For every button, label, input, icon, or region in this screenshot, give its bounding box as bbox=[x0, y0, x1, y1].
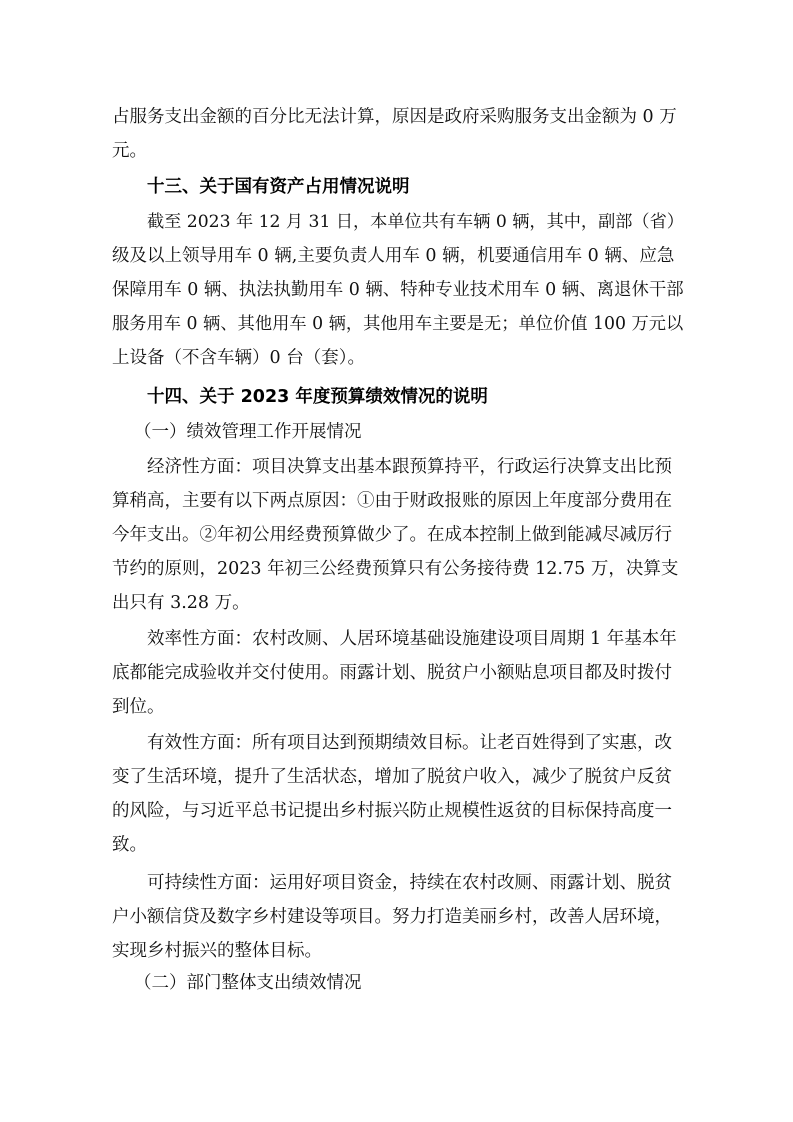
text-line: 变了生活环境，提升了生活状态，增加了脱贫户收入，减少了脱贫户反贫 bbox=[112, 767, 672, 787]
section-13-heading: 十三、关于国有资产占用情况说明 bbox=[147, 177, 410, 197]
text-line: 截至 2023 年 12 月 31 日，本单位共有车辆 0 辆，其中，副部（省） bbox=[147, 212, 684, 232]
text-line: 节约的原则，2023 年初三公经费预算只有公务接待费 12.75 万，决算支 bbox=[112, 559, 679, 579]
paragraph-sustainability bbox=[112, 866, 684, 968]
paragraph-intro bbox=[112, 100, 684, 168]
text-line: 元。 bbox=[112, 141, 147, 161]
text-line: 效率性方面：农村改厕、人居环境基础设施建设项目周期 1 年基本年 bbox=[147, 629, 677, 649]
text-line: 可持续性方面：运用好项目资金，持续在农村改厕、雨露计划、脱贫 bbox=[147, 873, 672, 893]
text-line: 服务用车 0 辆、其他用车 0 辆，其他用车主要是无；单位价值 100 万元以 bbox=[112, 314, 684, 334]
text-line: 占服务支出金额的百分比无法计算，原因是政府采购服务支出金额为 0 万 bbox=[112, 107, 677, 127]
text-line: 算稍高，主要有以下两点原因：①由于财政报账的原因上年度部分费用在 bbox=[112, 491, 672, 511]
paragraph-assets bbox=[112, 205, 684, 375]
text-line: 出只有 3.28 万。 bbox=[112, 593, 250, 613]
text-line: 户小额信贷及数字乡村建设等项目。努力打造美丽乡村，改善人居环境， bbox=[112, 907, 672, 927]
text-line: 有效性方面：所有项目达到预期绩效目标。让老百姓得到了实惠，改 bbox=[147, 733, 672, 753]
paragraph-economy bbox=[112, 450, 684, 620]
text-line: 保障用车 0 辆、执法执勤用车 0 辆、特种专业技术用车 0 辆、离退休干部 bbox=[112, 280, 684, 300]
subsection-1-heading: （一）绩效管理工作开展情况 bbox=[134, 422, 362, 442]
text-line: 致。 bbox=[112, 835, 147, 855]
paragraph-efficiency bbox=[112, 622, 684, 724]
text-line: 今年支出。②年初公用经费预算做少了。在成本控制上做到能减尽减厉行 bbox=[112, 525, 672, 545]
text-line: 上设备（不含车辆）0 台（套）。 bbox=[112, 348, 365, 368]
text-line: 实现乡村振兴的整体目标。 bbox=[112, 941, 322, 961]
text-line: 的风险，与习近平总书记提出乡村振兴防止规模性返贫的目标保持高度一 bbox=[112, 801, 672, 821]
text-line: 到位。 bbox=[112, 697, 165, 717]
subsection-2-heading: （二）部门整体支出绩效情况 bbox=[134, 973, 362, 993]
section-14-heading: 十四、关于 2023 年度预算绩效情况的说明 bbox=[147, 387, 488, 407]
text-line: 级及以上领导用车 0 辆,主要负责人用车 0 辆，机要通信用车 0 辆、应急 bbox=[112, 246, 675, 266]
paragraph-effectiveness bbox=[112, 726, 684, 862]
text-line: 经济性方面：项目决算支出基本跟预算持平，行政运行决算支出比预 bbox=[147, 457, 672, 477]
text-line: 底都能完成验收并交付使用。雨露计划、脱贫户小额贴息项目都及时拨付 bbox=[112, 663, 672, 683]
